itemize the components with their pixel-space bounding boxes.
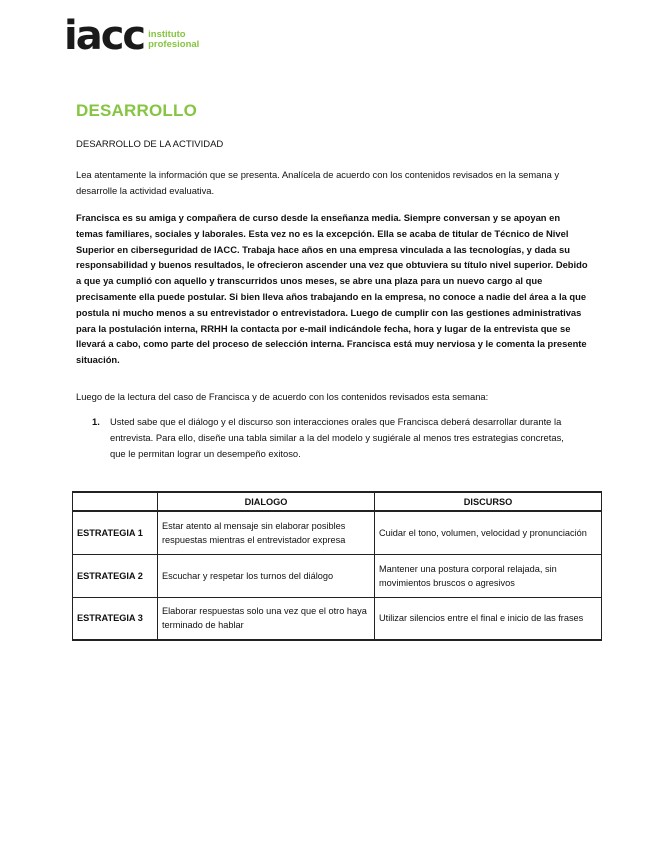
activity-subheading: DESARROLLO DE LA ACTIVIDAD [76, 139, 224, 150]
question-item [92, 414, 582, 461]
logo-line-1: instituto [148, 29, 186, 40]
section-heading: DESARROLLO [76, 101, 197, 120]
instruction-paragraph: Luego de la lectura del caso de Francisca y de acuerdo con los contenidos revisados esta semana: [76, 391, 489, 402]
case-paragraph: Francisca es su amiga y compañera de curso desde la enseñanza media. Siempre conversan y se apoyan en temas familiares, sociales y laborales. Esta vez no es la excepción. Ella se acaba de titular de Técnico de Nivel Superior en ciberseguridad de IACC. Trabaja hace años en una empresa vinculada a las tecnologías, y dada su responsabilidad y buenos resultados, le ofrecieron ascender una vez que obtuviera su título nivel superior. Debido a que ya cumplió con aquello y transcurridos unos meses, se abre una plaza para un nuevo cargo al que precisamente ella puede postular. Si bien lleva años trabajando en la empresa, no conoce a nadie del área a la que postula ni mucho menos a su entrevistador o entrevistadora. Luego de cumplir con las gestiones administrativas para la postulación interna, RRHH la contacta por e-mail indicándole fecha, hora y lugar de la entrevista que se llevará a cabo, como parte del proceso de selección interna. Francisca está muy nerviosa y le comenta la presente situación. [76, 212, 588, 366]
table-row [73, 554, 602, 597]
dialogo-cell: Elaborar respuestas solo una vez que el otro haya terminado de hablar [158, 597, 375, 640]
question-text: Usted sabe que el diálogo y el discurso son interacciones orales que Francisca deberá desarrollar durante la entrevista. Para ello, diseñe una tabla similar a la del modelo y sugiérale al menos tres estrategias concretas, que le permitan lograr un desempeño exitoso. [110, 416, 564, 459]
discurso-cell: Mantener una postura corporal relajada, sin movimientos bruscos o agresivos [375, 554, 602, 597]
table-row [73, 597, 602, 640]
iacc-logo [64, 13, 200, 59]
table-row [73, 511, 602, 554]
table-header-row [73, 492, 602, 511]
logo-mark: iacc [64, 13, 145, 59]
discurso-cell: Cuidar el tono, volumen, velocidad y pronunciación [375, 511, 602, 554]
table-header-empty [73, 492, 158, 511]
intro-paragraph: Lea atentamente la información que se presenta. Analícela de acuerdo con los contenidos revisados en la semana y desarrolle la actividad evaluativa. [76, 169, 560, 196]
dialogo-cell: Estar atento al mensaje sin elaborar posibles respuestas mientras el entrevistador expresa [158, 511, 375, 554]
logo-text [148, 30, 199, 50]
logo-line-2: profesional [148, 39, 200, 50]
table-header-dialogo: DIALOGO [158, 492, 375, 511]
row-label: ESTRATEGIA 1 [73, 511, 158, 554]
discurso-cell: Utilizar silencios entre el final e inicio de las frases [375, 597, 602, 640]
row-label: ESTRATEGIA 3 [73, 597, 158, 640]
strategy-table [72, 491, 602, 641]
dialogo-cell: Escuchar y respetar los turnos del diálogo [158, 554, 375, 597]
row-label: ESTRATEGIA 2 [73, 554, 158, 597]
question-number: 1. [92, 416, 100, 427]
table-header-discurso: DISCURSO [375, 492, 602, 511]
